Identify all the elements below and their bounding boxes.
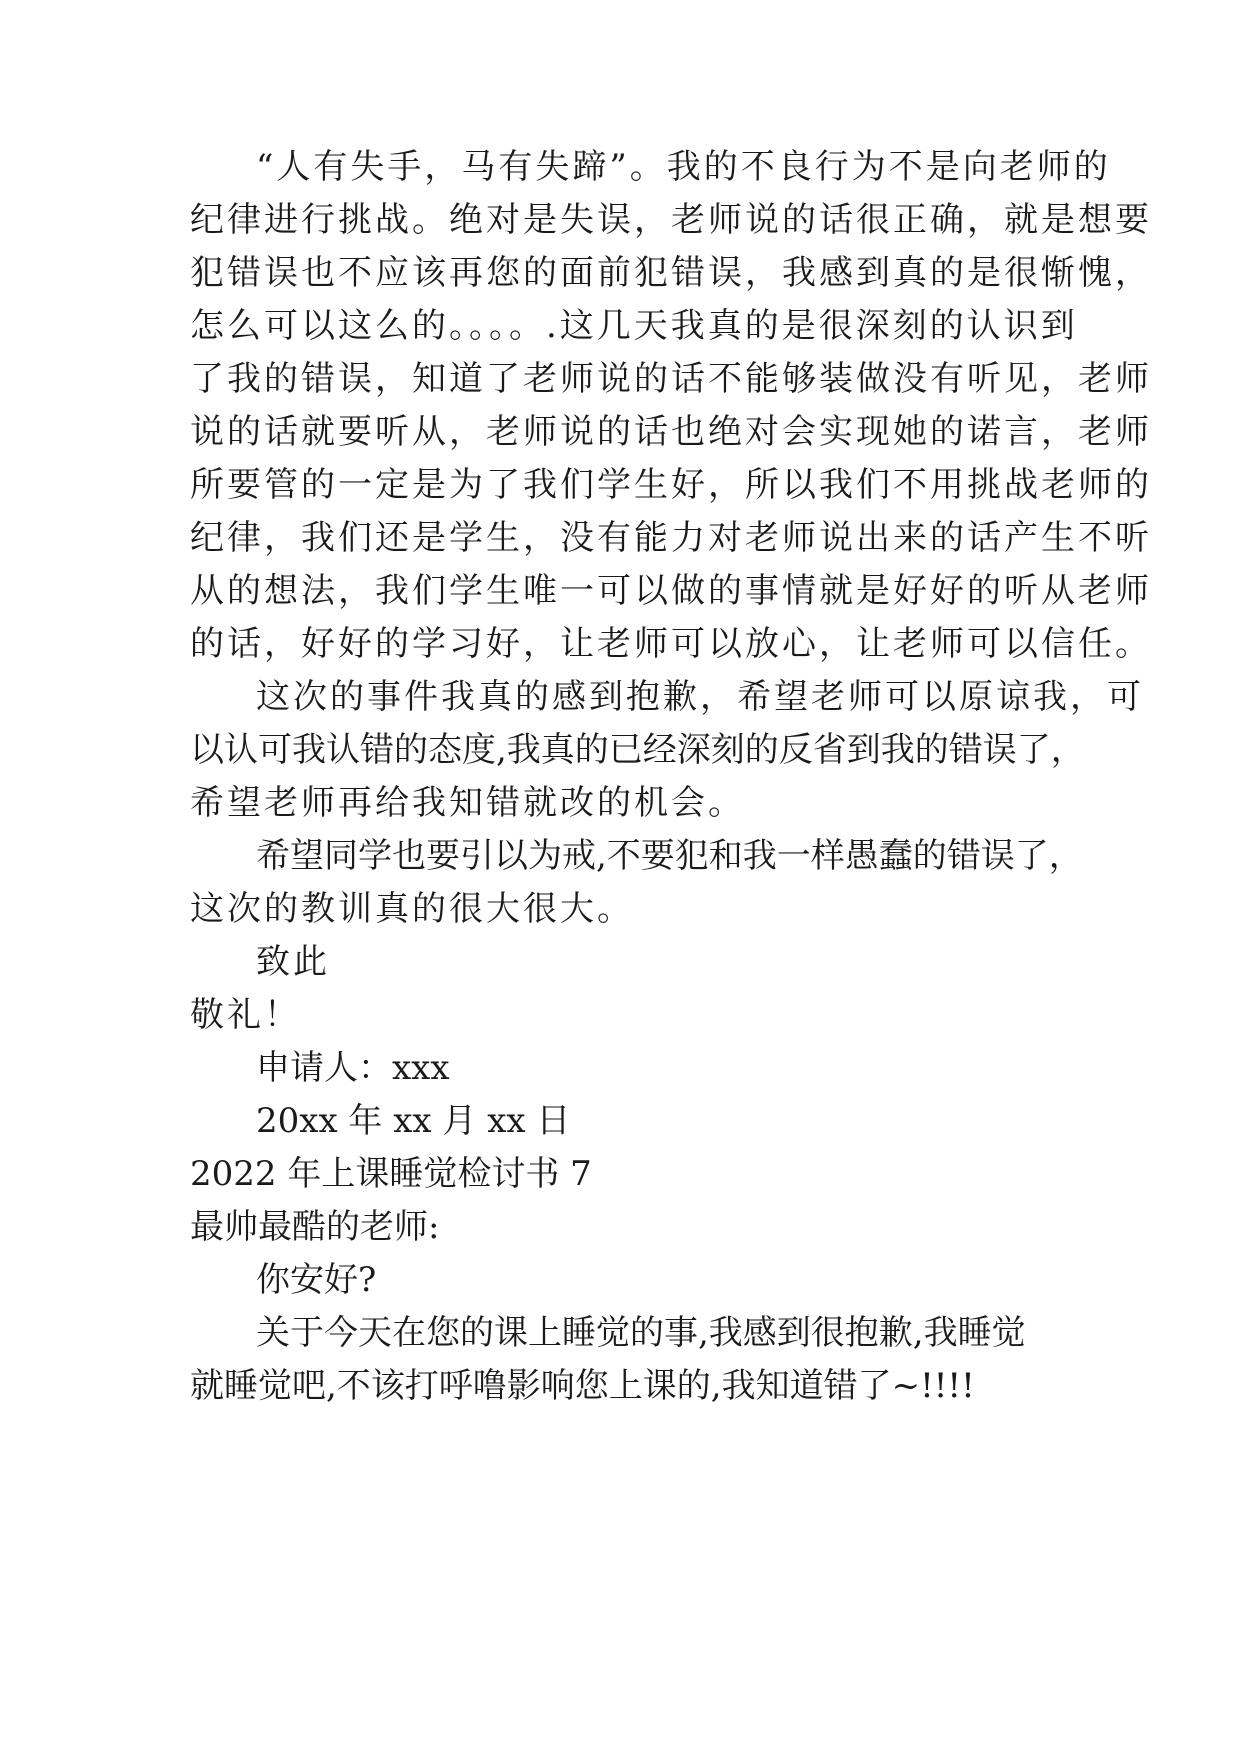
- date-line: 20xx 年 xx 月 xx 日: [256, 1101, 571, 1141]
- paragraph-line: 希望老师再给我知错就改的机会。: [190, 783, 745, 823]
- paragraph-line: 纪律进行挑战。绝对是失误，老师说的话很正确，就是想要: [190, 200, 1152, 240]
- closing-line: 致此: [256, 942, 330, 982]
- salutation: 敬礼！: [190, 995, 301, 1035]
- greeting: 你安好?: [256, 1260, 377, 1300]
- section-title: 2022 年上课睡觉检讨书 7: [190, 1154, 592, 1194]
- paragraph-line: 所要管的一定是为了我们学生好，所以我们不用挑战老师的: [190, 465, 1152, 505]
- paragraph-line: 从的想法，我们学生唯一可以做的事情就是好好的听从老师: [190, 571, 1152, 611]
- applicant-name: 申请人：xxx: [256, 1048, 450, 1088]
- paragraph-line: 怎么可以这么的。。。。.这几天我真的是很深刻的认识到: [190, 306, 1078, 346]
- paragraph-line: 以认可我认错的态度,我真的已经深刻的反省到我的错误了，: [190, 730, 1085, 770]
- paragraph-line: “人有失手，马有失蹄”。我的不良行为不是向老师的: [256, 147, 1111, 187]
- paragraph-line: 说的话就要听从，老师说的话也绝对会实现她的诺言，老师: [190, 412, 1152, 452]
- paragraph-line: 纪律，我们还是学生，没有能力对老师说出来的话产生不听: [190, 518, 1152, 558]
- greeting-recipient: 最帅最酷的老师:: [190, 1207, 440, 1247]
- paragraph-line: 犯错误也不应该再您的面前犯错误，我感到真的是很惭愧，: [190, 253, 1152, 293]
- paragraph-line: 这次的教训真的很大很大。: [190, 889, 634, 929]
- paragraph-line: 这次的事件我真的感到抱歉，希望老师可以原谅我，可: [256, 677, 1144, 717]
- paragraph-line: 了我的错误，知道了老师说的话不能够装做没有听见，老师: [190, 359, 1152, 399]
- paragraph-line: 关于今天在您的课上睡觉的事,我感到很抱歉,我睡觉: [256, 1313, 1026, 1353]
- paragraph-line: 希望同学也要引以为戒,不要犯和我一样愚蠢的错误了，: [256, 836, 1083, 876]
- paragraph-line: 的话，好好的学习好，让老师可以放心，让老师可以信任。: [190, 624, 1152, 664]
- paragraph-line: 就睡觉吧,不该打呼噜影响您上课的,我知道错了~!!!!: [190, 1366, 975, 1406]
